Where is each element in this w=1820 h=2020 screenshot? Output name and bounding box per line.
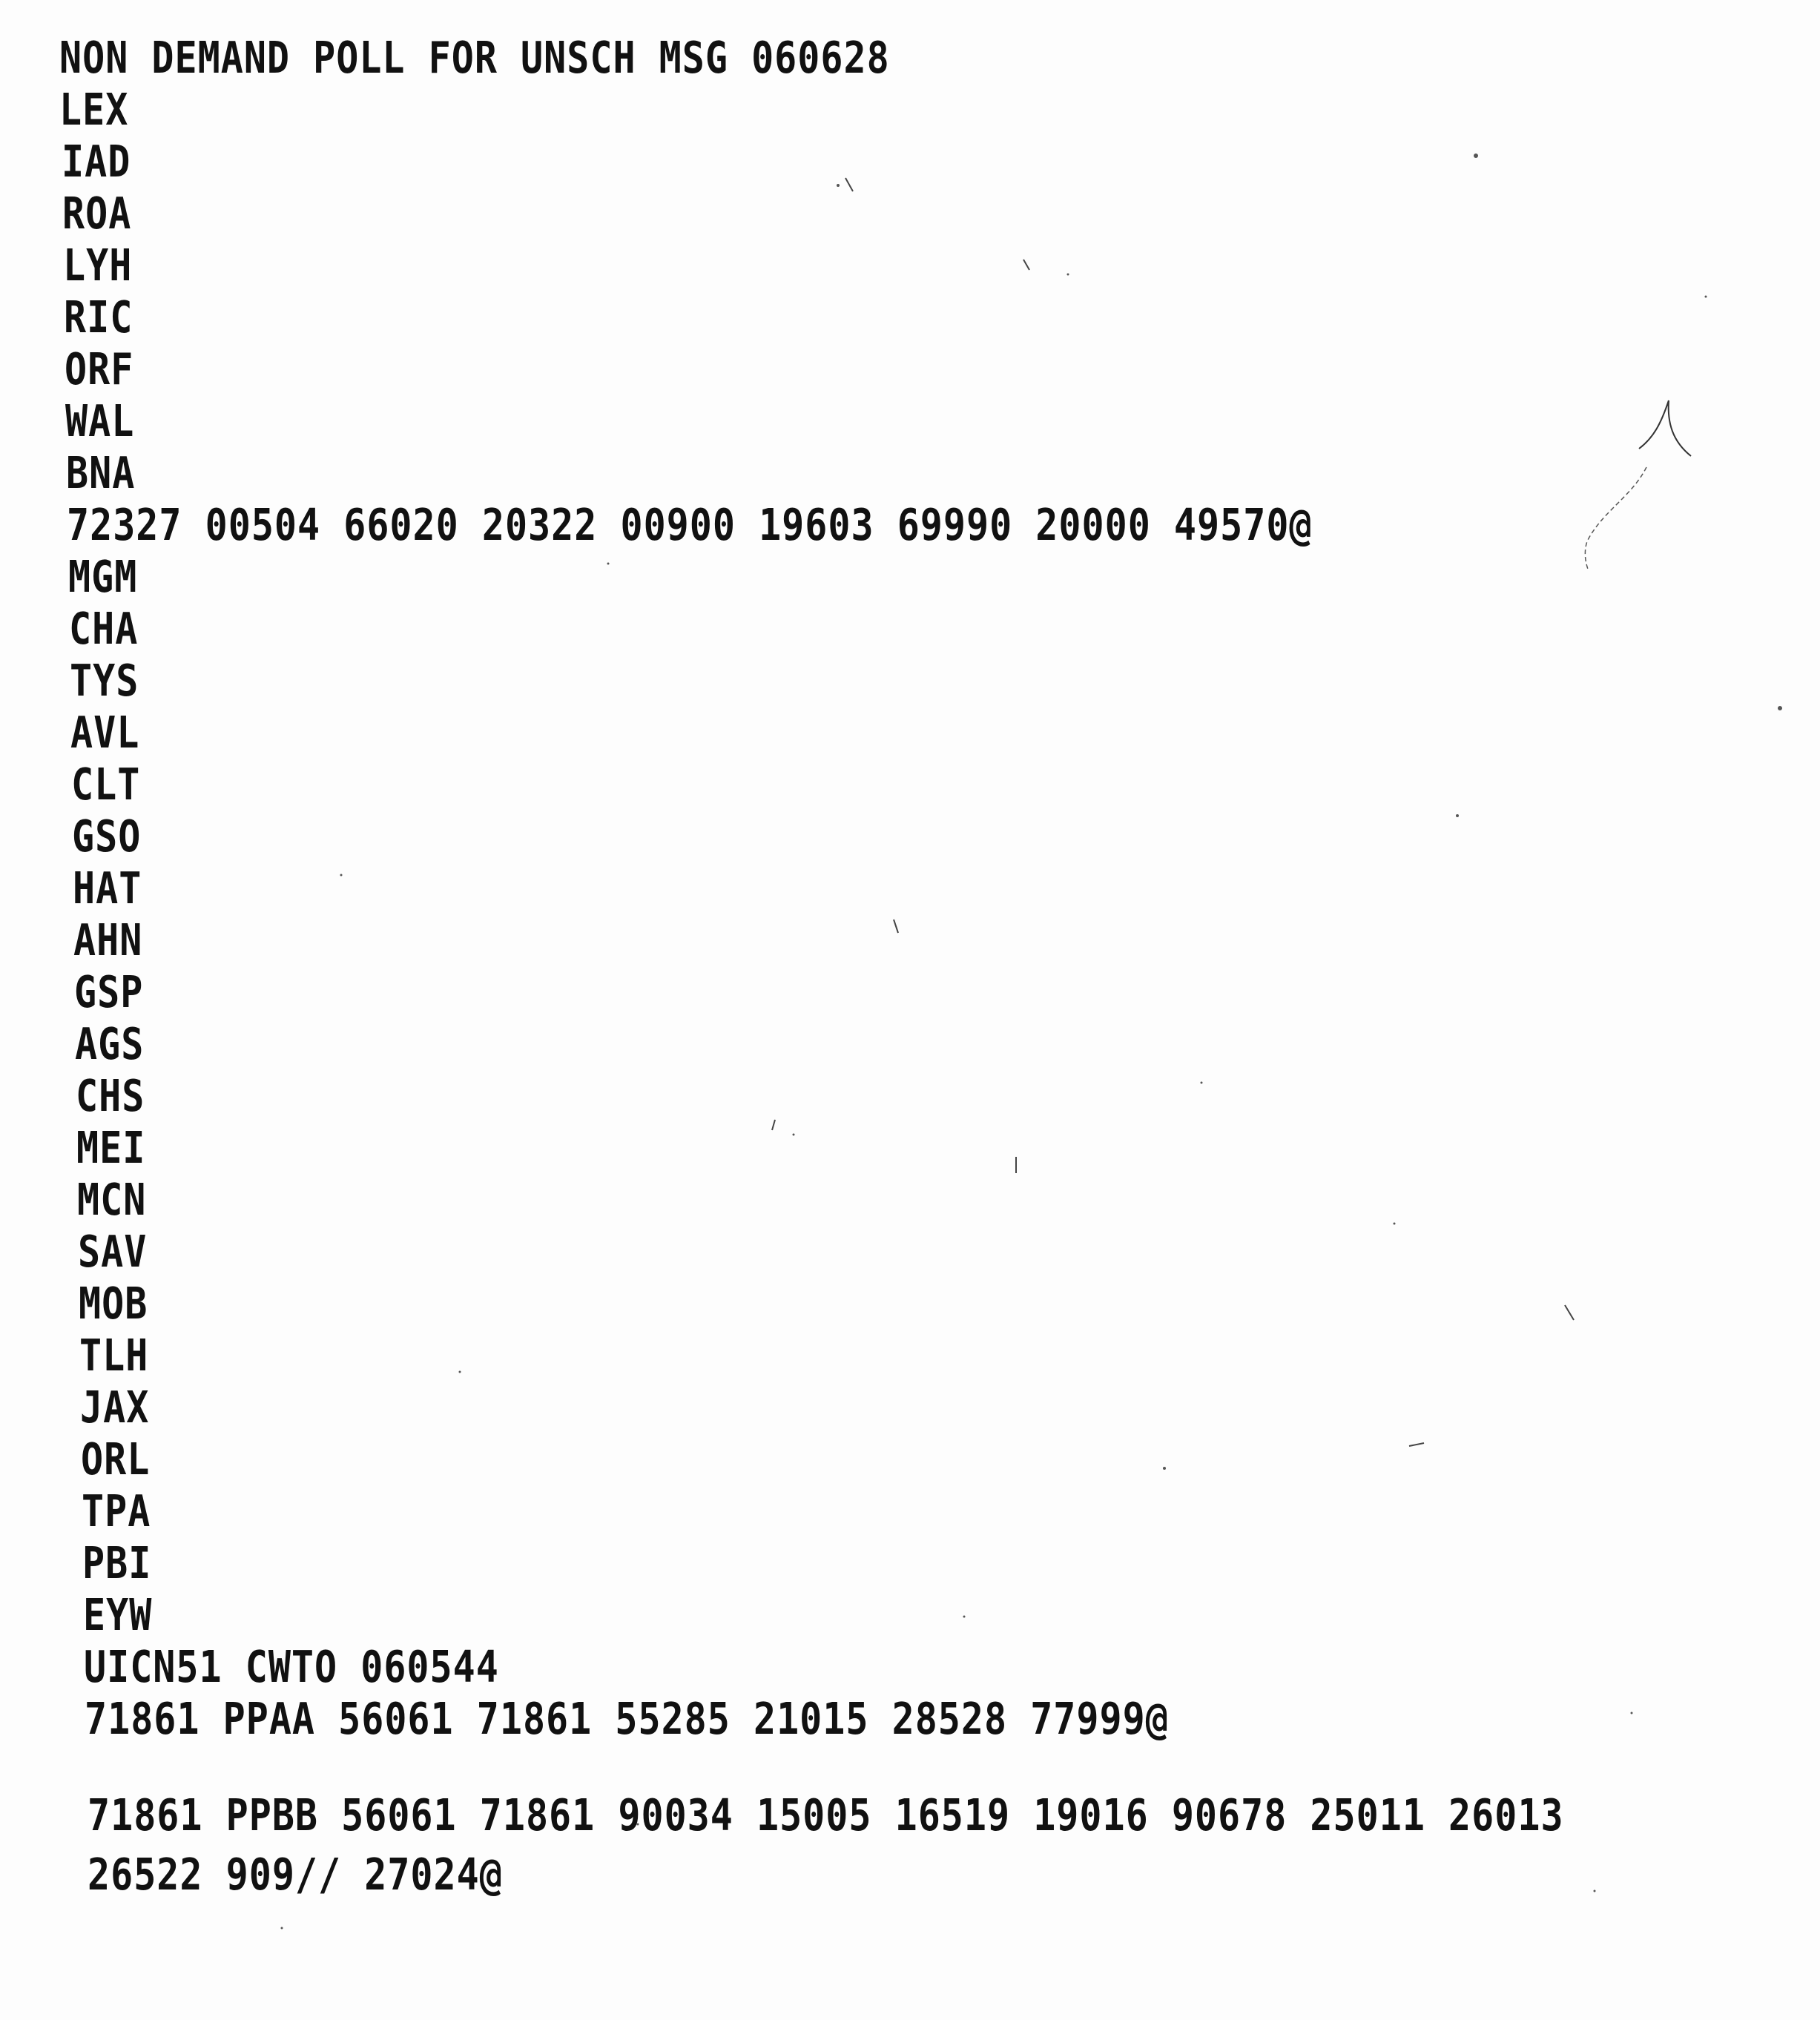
station-code: CHS [76,1070,145,1122]
observation-data-line: 26522 909// 27024@ [88,1849,503,1901]
station-code: RIC [64,291,133,343]
station-code: TYS [70,655,139,707]
station-code: MGM [68,551,138,603]
station-code: IAD [62,136,131,188]
observation-data-line: 71861 PPAA 56061 71861 55285 21015 28528 77999@ [85,1693,1169,1745]
station-code: JAX [80,1382,150,1433]
observation-data-line: 71861 PPBB 56061 71861 90034 15005 16519 19016 90678 25011 26013 [88,1789,1564,1841]
station-code: EYW [83,1589,153,1641]
station-code: MEI [76,1122,146,1174]
station-code: ORL [81,1433,151,1485]
station-code: SAV [78,1226,148,1278]
station-code: PBI [82,1537,152,1589]
station-code: CLT [71,759,141,811]
station-code: MCN [77,1174,147,1226]
station-code: MOB [79,1278,148,1330]
station-code: TLH [79,1330,149,1382]
handwritten-mark [1572,386,1765,593]
station-code: AVL [70,707,140,759]
station-code: LEX [59,84,129,136]
station-code: ORF [65,343,134,395]
station-code: TPA [82,1485,151,1537]
station-code: GSO [72,811,142,862]
message-header: NON DEMAND POLL FOR UNSCH MSG 060628 [59,32,890,84]
station-code: ROA [62,188,132,240]
station-code: CHA [69,603,139,655]
station-code: LYH [63,240,133,291]
bulletin-header: UICN51 CWTO 060544 [84,1641,499,1693]
station-code: BNA [66,447,136,499]
station-code: AHN [73,914,143,966]
station-code: HAT [73,862,142,914]
station-code: AGS [75,1018,145,1070]
station-code: WAL [65,395,135,447]
station-code: GSP [74,966,144,1018]
observation-data-line: 72327 00504 66020 20322 00900 19603 69990 20000 49570@ [67,499,1313,551]
